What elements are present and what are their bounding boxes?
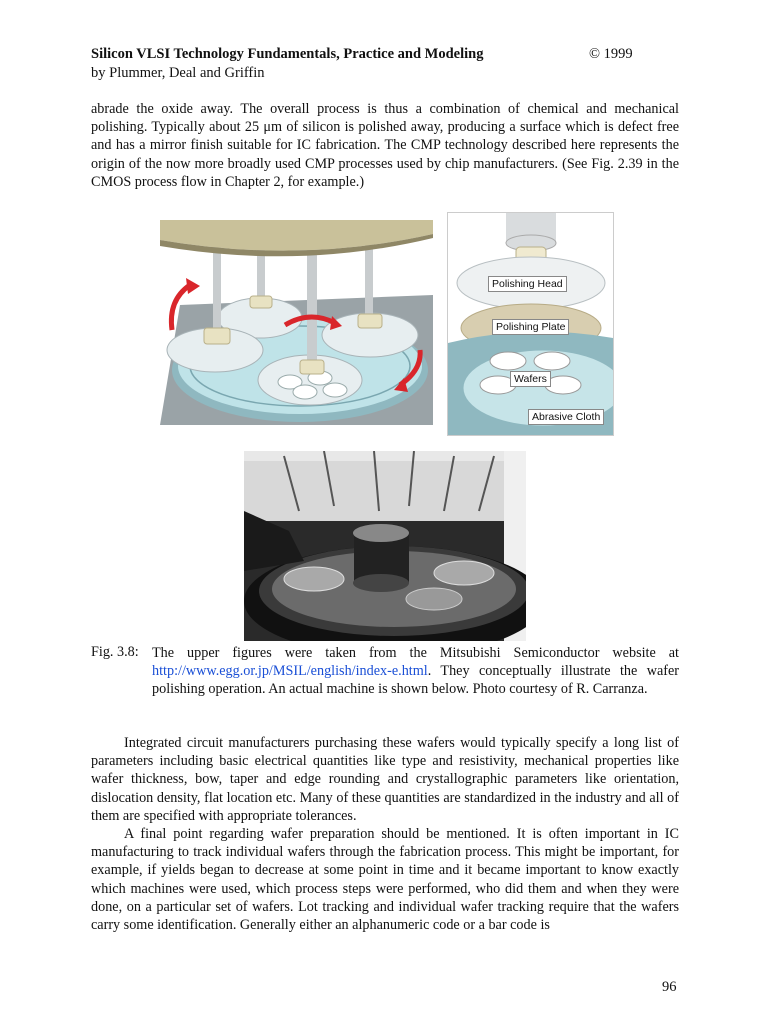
header-authors: by Plummer, Deal and Griffin (91, 65, 265, 81)
caption-text-pre: The upper figures were taken from the Mitsubishi Semiconductor website at (152, 645, 679, 661)
body-paragraph-2: Integrated circuit manufacturers purchasing these wafers would typically specify a long list of parameters including basic electrical quantities like type and resistivity, mechanical properties like wafer thickness, bow, taper and edge rounding and crystallographic parameters like orientation, dislocation density, flat location etc. Many of these quantities are standardized in the industry and all of them are specified with appropriate tolerances. (91, 735, 679, 824)
label-abrasive-cloth: Abrasive Cloth (528, 409, 604, 425)
label-wafers: Wafers (510, 371, 551, 387)
machine-photo (244, 451, 526, 641)
header-title: Silicon VLSI Technology Fundamentals, Practice and Modeling (91, 46, 484, 62)
header-copyright: © 1999 (589, 46, 633, 62)
exploded-view-illustration (447, 212, 614, 436)
body-paragraph-3: A final point regarding wafer preparation should be mentioned. It is often important in IC manufacturing to track individual wafers through the fabrication process. This might be important, for example, if yields began to decrease at some point in time and it became important to know exactly which machines were used, which process steps were performed, who did them and when they were done, on a particular set of wafers. Lot tracking and individual wafer tracking require that the wafers carry some identification. Generally either an alphanumeric code or a bar code is (91, 826, 679, 934)
body-paragraph-1: abrade the oxide away. The overall process is thus a combination of chemical and mechanical polishing. Typically about 25 μm of silicon is polished away, producing a surface which is defect free and has a mirror finish suitable for IC fabrication. The CMP technology described here represents the origin of the now more broadly used CMP processes used by chip manufacturers. (See Fig. 2.39 in the CMOS process flow in Chapter 2, for example.) (91, 101, 679, 190)
label-polishing-plate: Polishing Plate (492, 319, 569, 335)
page-number: 96 (662, 979, 677, 995)
figure-caption (152, 644, 679, 699)
polisher-illustration (160, 220, 433, 440)
caption-text-post: . They conceptually illustrate the wafer polishing operation. An actual machine is shown below. Photo courtesy of R. Carranza. (152, 663, 679, 698)
figure-caption-number: Fig. 3.8: (91, 644, 139, 660)
caption-link[interactable]: http://www.egg.or.jp/MSIL/english/index-e.html (152, 663, 428, 680)
label-polishing-head: Polishing Head (488, 276, 567, 292)
